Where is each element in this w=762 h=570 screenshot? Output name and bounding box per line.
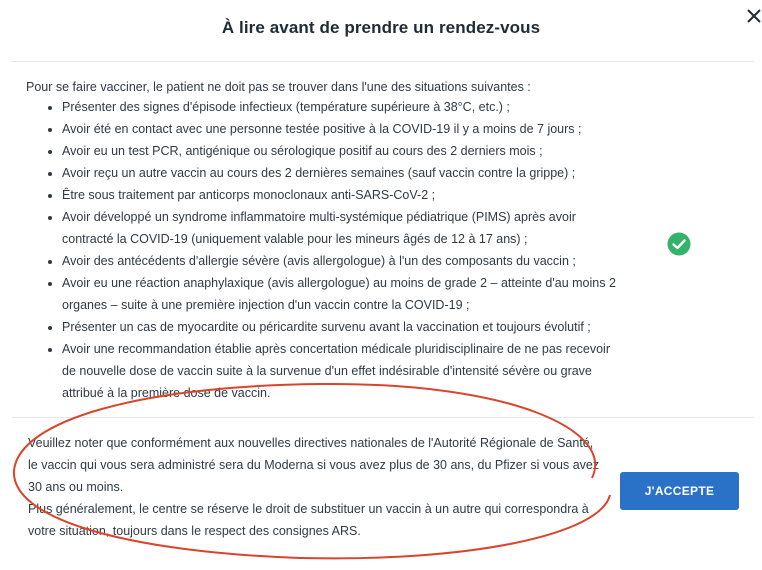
- close-icon[interactable]: [746, 8, 762, 24]
- condition-item: • Avoir eu un test PCR, antigénique ou sérologique positif au cours des 2 derniers mois ;: [62, 140, 622, 162]
- condition-item: • Avoir été en contact avec une personne testée positive à la COVID-19 il y a moins de 7 jours ;: [62, 118, 622, 140]
- condition-item: • Avoir une recommandation établie après concertation médicale pluridisciplinaire de ne pas recevoir de nouvelle dose de vaccin suite à la survenue d'un effet indésirable d'intensité sévère ou grave attribué à la première dose de vaccin.: [62, 338, 622, 404]
- notice-paragraph: Veuillez noter que conformément aux nouvelles directives nationales de l'Autorité Régionale de Santé, le vaccin qui vous sera administré sera du Moderna si vous avez plus de 30 ans, du Pfizer si vous avez 30 ans ou moins.: [28, 436, 600, 494]
- condition-item: • Présenter un cas de myocardite ou péricardite survenu avant la vaccination et toujours évolutif ;: [62, 316, 622, 338]
- condition-item: • Avoir reçu un autre vaccin au cours des 2 dernières semaines (sauf vaccin contre la grippe) ;: [62, 162, 622, 184]
- section-divider: [12, 417, 754, 418]
- check-circle-icon: [667, 232, 691, 256]
- header-divider: [12, 61, 754, 62]
- accept-button[interactable]: J'ACCEPTE: [620, 472, 739, 510]
- dialog-title: À lire avant de prendre un rendez-vous: [221, 18, 541, 37]
- conditions-list: [46, 96, 622, 404]
- condition-item: • Avoir eu une réaction anaphylaxique (avis allergologue) au moins de grade 2 – atteinte d'au moins 2 organes – suite à une première injection d'un vaccin contre la COVID-19 ;: [62, 272, 622, 316]
- vaccine-notice: [28, 432, 604, 542]
- condition-item: • Présenter des signes d'épisode infectieux (température supérieure à 38°C, etc.) ;: [62, 96, 622, 118]
- notice-paragraph: Plus généralement, le centre se réserve le droit de substituer un vaccin à un autre qui correspondra à votre situation, toujours dans le respect des consignes ARS.: [28, 502, 589, 538]
- condition-item: • Avoir développé un syndrome inflammatoire multi-systémique pédiatrique (PIMS) après avoir contracté la COVID-19 (uniquement valable pour les mineurs âgés de 12 à 17 ans) ;: [62, 206, 622, 250]
- condition-item: • Avoir des antécédents d'allergie sévère (avis allergologue) à l'un des composants du vaccin ;: [62, 250, 622, 272]
- conditions-intro: Pour se faire vacciner, le patient ne doit pas se trouver dans l'une des situations suivantes :: [26, 80, 531, 94]
- condition-item: • Être sous traitement par anticorps monoclonaux anti-SARS-CoV-2 ;: [62, 184, 622, 206]
